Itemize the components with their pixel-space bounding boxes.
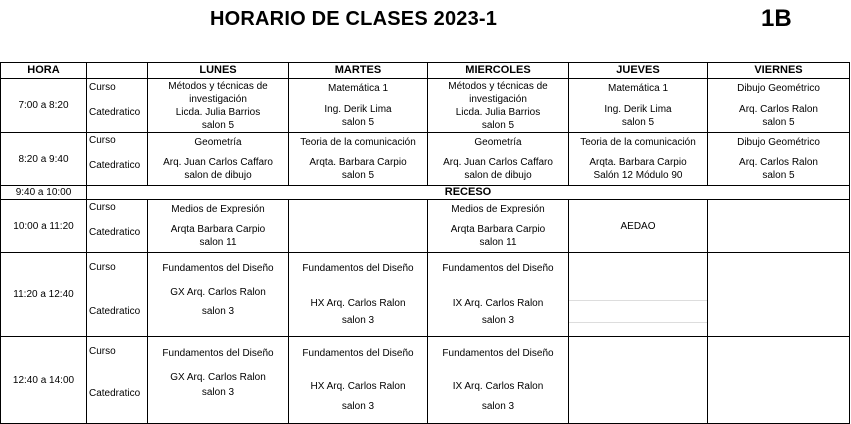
curso-label: Curso: [89, 346, 116, 357]
spacer: [289, 275, 427, 297]
teacher-text: Licda. Julia Barrios: [455, 106, 541, 118]
faint-rule: [569, 322, 707, 323]
room-text: salon 3: [481, 401, 515, 412]
class-cell: [428, 200, 569, 253]
table-row: [1, 337, 850, 424]
teacher-text: Arq. Juan Carlos Caffaro: [163, 157, 273, 168]
empty-cell: [708, 337, 850, 424]
room-text: salon 3: [201, 305, 235, 317]
header-blank: [87, 63, 148, 79]
catedratico-label: Catedratico: [89, 107, 141, 118]
class-cell: [708, 79, 850, 133]
spacer: [569, 149, 707, 156]
catedratico-label: Catedratico: [89, 160, 141, 171]
hora-cell: 12:40 a 14:00: [1, 337, 87, 424]
schedule-table: [0, 62, 850, 424]
course-text: Geometría: [474, 137, 522, 148]
header-hora: HORA: [1, 63, 87, 79]
class-cell: [569, 133, 708, 186]
teacher-text: GX Arq. Carlos Ralon: [170, 372, 266, 383]
teacher-text: HX Arq. Carlos Ralon: [310, 381, 406, 392]
course-text: investigación: [189, 93, 247, 105]
spacer: [428, 216, 568, 223]
label-cell: [87, 200, 148, 253]
hora-cell: 7:00 a 8:20: [1, 79, 87, 133]
receso-row: [1, 186, 850, 200]
teacher-text: IX Arq. Carlos Ralon: [452, 298, 544, 309]
teacher-text: Arqta Barbara Carpio: [450, 224, 546, 235]
class-cell: [569, 200, 708, 253]
course-text: Matemática 1: [607, 83, 669, 94]
course-text: Medios de Expresión: [171, 204, 265, 215]
spacer: [708, 95, 849, 103]
class-cell: [148, 79, 289, 133]
room-text: salon de dibujo: [464, 170, 532, 181]
class-cell: [428, 337, 569, 424]
class-cell: [148, 253, 289, 337]
teacher-text: Ing. Derik Lima: [604, 104, 672, 115]
spacer: [708, 149, 849, 156]
teacher-text: HX Arq. Carlos Ralon: [310, 298, 406, 309]
course-text: Fundamentos del Diseño: [162, 262, 274, 274]
curso-label: Curso: [89, 202, 116, 213]
header-row: [1, 63, 850, 79]
teacher-text: IX Arq. Carlos Ralon: [452, 381, 544, 392]
hora-cell: 8:20 a 9:40: [1, 133, 87, 186]
teacher-text: Arq. Juan Carlos Caffaro: [443, 157, 553, 168]
catedratico-label: Catedratico: [89, 306, 141, 317]
table-row: [1, 79, 850, 133]
course-text: Métodos y técnicas de: [168, 80, 268, 92]
catedratico-label: Catedratico: [89, 388, 141, 399]
label-cell: [87, 337, 148, 424]
faint-rule: [569, 300, 707, 301]
room-text: salon 11: [199, 237, 237, 248]
room-text: salon 5: [762, 170, 795, 181]
class-cell: [289, 253, 428, 337]
spacer: [148, 216, 288, 223]
spacer: [148, 149, 288, 156]
spacer: [428, 275, 568, 297]
course-text: AEDAO: [620, 220, 656, 232]
room-text: salon 11: [479, 237, 517, 248]
spacer: [289, 149, 427, 156]
class-cell: [148, 133, 289, 186]
spacer: [289, 393, 427, 400]
label-cell: [87, 133, 148, 186]
spacer: [148, 318, 288, 328]
catedratico-label: Catedratico: [89, 227, 141, 238]
table-row: [1, 133, 850, 186]
course-text: investigación: [469, 93, 527, 105]
group-label: 1B: [761, 5, 792, 32]
empty-cell: [569, 337, 708, 424]
teacher-text: GX Arq. Carlos Ralon: [170, 286, 266, 298]
empty-cell: [708, 253, 850, 337]
hora-cell: 10:00 a 11:20: [1, 200, 87, 253]
spacer: [289, 360, 427, 380]
spacer: [148, 275, 288, 286]
room-text: salon 3: [341, 315, 375, 326]
course-text: Dibujo Geométrico: [737, 83, 820, 94]
course-text: Medios de Expresión: [451, 204, 545, 215]
room-text: salon 5: [341, 170, 375, 181]
teacher-text: Arqta Barbara Carpio: [170, 224, 266, 235]
teacher-text: Arqta. Barbara Carpio: [309, 157, 407, 168]
header-jueves: JUEVES: [569, 63, 708, 79]
header-martes: MARTES: [289, 63, 428, 79]
course-text: Fundamentos del Diseño: [442, 263, 554, 274]
course-text: Matemática 1: [327, 83, 389, 94]
class-cell: [428, 79, 569, 133]
empty-cell: [289, 200, 428, 253]
room-text: Salón 12 Módulo 90: [593, 170, 683, 181]
course-text: Fundamentos del Diseño: [162, 348, 274, 359]
room-text: salon de dibujo: [184, 170, 252, 181]
header-lunes: LUNES: [148, 63, 289, 79]
class-cell: [708, 133, 850, 186]
class-cell: [569, 79, 708, 133]
teacher-text: Arq. Carlos Ralon: [739, 157, 818, 168]
room-text: salon 3: [481, 315, 515, 326]
spacer: [569, 95, 707, 103]
class-cell: [428, 253, 569, 337]
room-text: salon 5: [481, 119, 515, 131]
room-text: salon 3: [341, 401, 375, 412]
receso-label: RECESO: [87, 186, 850, 200]
teacher-text: Licda. Julia Barrios: [175, 106, 261, 118]
label-cell: [87, 253, 148, 337]
course-text: Dibujo Geométrico: [737, 137, 820, 148]
class-cell: [289, 133, 428, 186]
spacer: [428, 360, 568, 380]
teacher-text: Ing. Derik Lima: [324, 104, 392, 115]
room-text: salon 5: [341, 117, 375, 128]
room-text: salon 5: [762, 117, 795, 128]
room-text: salon 3: [201, 387, 235, 398]
course-text: Métodos y técnicas de: [448, 80, 548, 92]
hora-cell: 9:40 a 10:00: [1, 186, 87, 200]
spacer: [428, 393, 568, 400]
spacer: [148, 360, 288, 371]
course-text: Fundamentos del Diseño: [442, 348, 554, 359]
course-text: Fundamentos del Diseño: [302, 263, 414, 274]
course-text: Geometría: [194, 137, 242, 148]
page-title: HORARIO DE CLASES 2023-1: [210, 8, 498, 30]
header-viernes: VIERNES: [708, 63, 850, 79]
table-row: [1, 200, 850, 253]
empty-cell: [708, 200, 850, 253]
course-text: Teoria de la comunicación: [580, 137, 696, 148]
empty-cell: [569, 253, 708, 337]
teacher-text: Arq. Carlos Ralon: [739, 104, 818, 115]
teacher-text: Arqta. Barbara Carpio: [589, 157, 687, 168]
curso-label: Curso: [89, 82, 116, 93]
spacer: [428, 149, 568, 156]
label-cell: [87, 79, 148, 133]
room-text: salon 5: [621, 117, 655, 128]
hora-cell: 11:20 a 12:40: [1, 253, 87, 337]
course-text: Fundamentos del Diseño: [302, 348, 414, 359]
room-text: salon 5: [201, 119, 235, 131]
spacer: [148, 399, 288, 413]
class-cell: [289, 337, 428, 424]
header-miercoles: MIERCOLES: [428, 63, 569, 79]
spacer: [289, 95, 427, 103]
class-cell: [148, 200, 289, 253]
class-cell: [289, 79, 428, 133]
course-text: Teoria de la comunicación: [300, 137, 416, 148]
class-cell: [428, 133, 569, 186]
table-row: [1, 253, 850, 337]
curso-label: Curso: [89, 262, 116, 273]
class-cell: [148, 337, 289, 424]
curso-label: Curso: [89, 135, 116, 146]
